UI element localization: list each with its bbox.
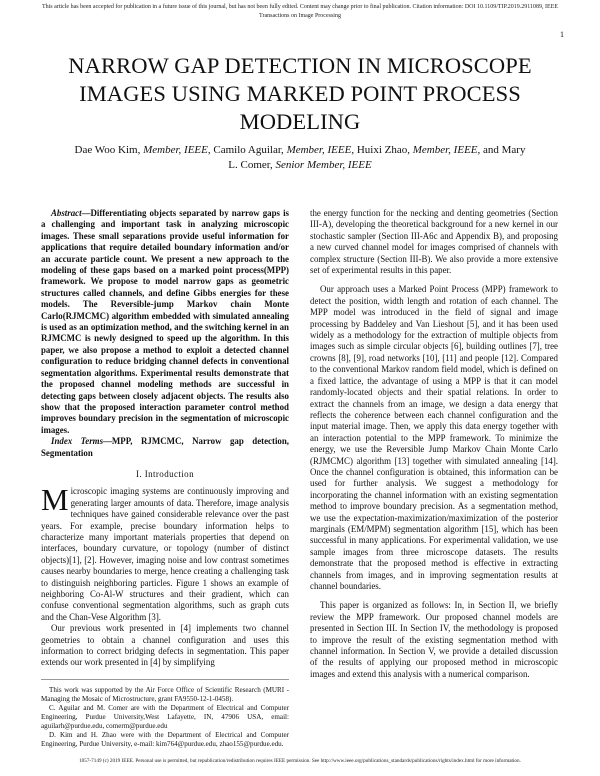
right-column <box>310 208 558 680</box>
author-3: , Huixi Zhao, <box>351 144 410 156</box>
footnote-funding: This work was supported by the Air Force Office of Scientific Research (MURI - Managing the Mosaic of Microstructure, grant FA9550-12-1-0458). <box>41 685 289 703</box>
paper-title: NARROW GAP DETECTION IN MICROSCOPE IMAGES USING MARKED POINT PROCESS MODELING <box>68 53 532 134</box>
intro-paragraph-1-text: icroscopic imaging systems are continuously improving and generating larger amounts of data. Therefore, image analysis techniques have gained considerable relevance over the past years. For example, precise boundary information helps to characterize many important materials properties that depend on interfaces, boundary curvature, or topology (number of distinct objects)[1], [2]. However, imaging noise and low contrast sometimes causes nearby boundaries to merge, hence creating a challenging task to distinguish neighboring particles. Figure 1 shows an example of neighboring Co-Al-W structures and their gradient, which can confuse conventional segmentation algorithms, such as graph cuts and the Chan-Vese Algorithm [3]. <box>41 486 289 622</box>
notice-line-2: Transactions on Image Processing <box>259 13 341 19</box>
page-number: 1 <box>560 30 564 39</box>
author-4: , and Mary L. Comer, <box>228 144 526 171</box>
author-4-role: Senior Member, IEEE <box>275 159 372 171</box>
left-column <box>41 208 289 749</box>
accepted-article-notice <box>20 3 580 21</box>
index-terms <box>41 436 289 459</box>
author-2-role: Member, IEEE <box>286 144 352 156</box>
intro-paragraph-2: Our previous work presented in [4] implements two channel geometries to obtain a channel configuration and uses this information to correct bridging defects in segmentation. This paper extends our work presented in [4] by simplifying <box>41 623 289 668</box>
footnote-affiliation-2: D. Kim and H. Zhao were with the Department of Electrical and Computer Engineering, Purdue University, e-mail: kim764@purdue.edu, zhao155@purdue.edu. <box>41 730 289 748</box>
abstract-text: —Differentiating objects separated by narrow gaps is a challenging and important task in analyzing microscopic images. These small separations provide useful information for applications that require detailed boundary information and/or an accurate particle count. We present a new approach to the modeling of these gaps based on a marked point process(MPP) framework. We propose to model narrow gaps as geometric structures called channels, and define Gibbs energies for these models. The Reversible-jump Markov chain Monte Carlo(RJMCMC) algorithm embedded with simulated annealing is used as an optimization method, and the switching kernel in an RJMCMC is newly designed to speed up the algorithm. In this paper, we also propose a method to exploit a detected channel configuration to reduce bridging channel defects in conventional segmentation algorithms. Experimental results demonstrate that the proposed channel modeling methods are successful in detecting gaps between closely adjacent objects. The results also show that the proposed interaction parameter control method improves boundary precision in the segmentation of microscopic images. <box>41 208 289 435</box>
author-1: Dae Woo Kim, <box>74 144 141 156</box>
right-paragraph-1: the energy function for the necking and denting geometries (Section III-A), developing the theoretical background for a new kernel in our stochastic sampler (Section III-A6c and Appendix B), and proposing a new curved channel model for images comprised of channels with complex structure (Section III-B). We also provide a more extensive set of experimental results in this paper. <box>310 208 558 276</box>
author-2: , Camilo Aguilar, <box>207 144 284 156</box>
right-paragraph-3: This paper is organized as follows: In, in Section II, we briefly review the MPP framework. Our proposed channel models are presented in Section III. In Section IV, the methodology is proposed to improve the result of the existing segmentation method with channel information. In Section V, we provide a detailed discussion of the results of applying our proposed method in microscopic images and extend this analysis with a numerical comparison. <box>310 600 558 679</box>
author-list <box>70 143 530 173</box>
abstract <box>41 208 289 436</box>
drop-cap: M <box>41 482 69 518</box>
footnotes <box>41 679 289 749</box>
section-heading-introduction: I. Introduction <box>136 468 194 479</box>
copyright-notice: 1057-7149 (c) 2019 IEEE. Personal use is permitted, but republication/redistribution requires IEEE permission. See http://www.ieee.org/publications_standards/publications/rights/index.html for more information. <box>79 758 521 764</box>
abstract-label: Abstract <box>51 208 82 218</box>
author-1-role: Member, IEEE <box>143 144 208 156</box>
right-paragraph-2: Our approach uses a Marked Point Process (MPP) framework to detect the position, width length and rotation of each channel. The MPP model was introduced in the field of signal and image processing by Baddeley and Van Lieshout [5], and it has been used widely as a methodology for the extraction of multiple objects from images such as simple circular objects [6], building outlines [7], tree crowns [8], [9], road networks [10], [11] and people [12]. Compared to the conventional Markov random field model, which is defined on a fixed lattice, the advantage of using a MPP is that it can model randomly-located objects and their spatial relations. In order to extract the channels from an image, we design a data energy that reflects the coherence between each channel configuration and the input material image. Then, we apply this data energy together with an interaction potential to the MPP framework. To minimize the energy, we use the Reversible Jump Markov Chain Monte Carlo (RJMCMC) algorithm [13] together with simulated annealing [14]. Once the channel configuration is obtained, this information can be used for further analysis. We suggest a methodology for incorporating the channel information with an existing segmentation method to improve boundary precision. As a segmentation method, we use the expectation-maximization/maximization of the posterior marginals (EM/MPM) segmentation algorithm [15], which has been successful in many applications. For experimental validation, we use sample images from three microscope datasets. The results demonstrate that the proposed method is effective in extracting channels from images, and in improving segmentation results at channel boundaries. <box>310 284 558 591</box>
author-3-role: Member, IEEE <box>412 144 478 156</box>
index-terms-text: —MPP, RJMCMC, Narrow gap detection, Segmentation <box>41 436 289 458</box>
index-terms-label: Index Terms <box>51 436 104 447</box>
notice-line-1: This article has been accepted for publication in a future issue of this journal, but has not been fully edited. Content may change prior to final publication. Citation information: DOI 10.1109/TIP.2019.2911089, IEEE <box>41 4 559 10</box>
footnote-affiliation-1: C. Aguilar and M. Comer are with the Department of Electrical and Computer Engineering, Purdue University,West Lafayette, IN, 47906 USA, email: aguilarh@purdue.edu, comerm@purdue.edu <box>41 703 289 730</box>
intro-paragraph-1 <box>41 482 289 623</box>
